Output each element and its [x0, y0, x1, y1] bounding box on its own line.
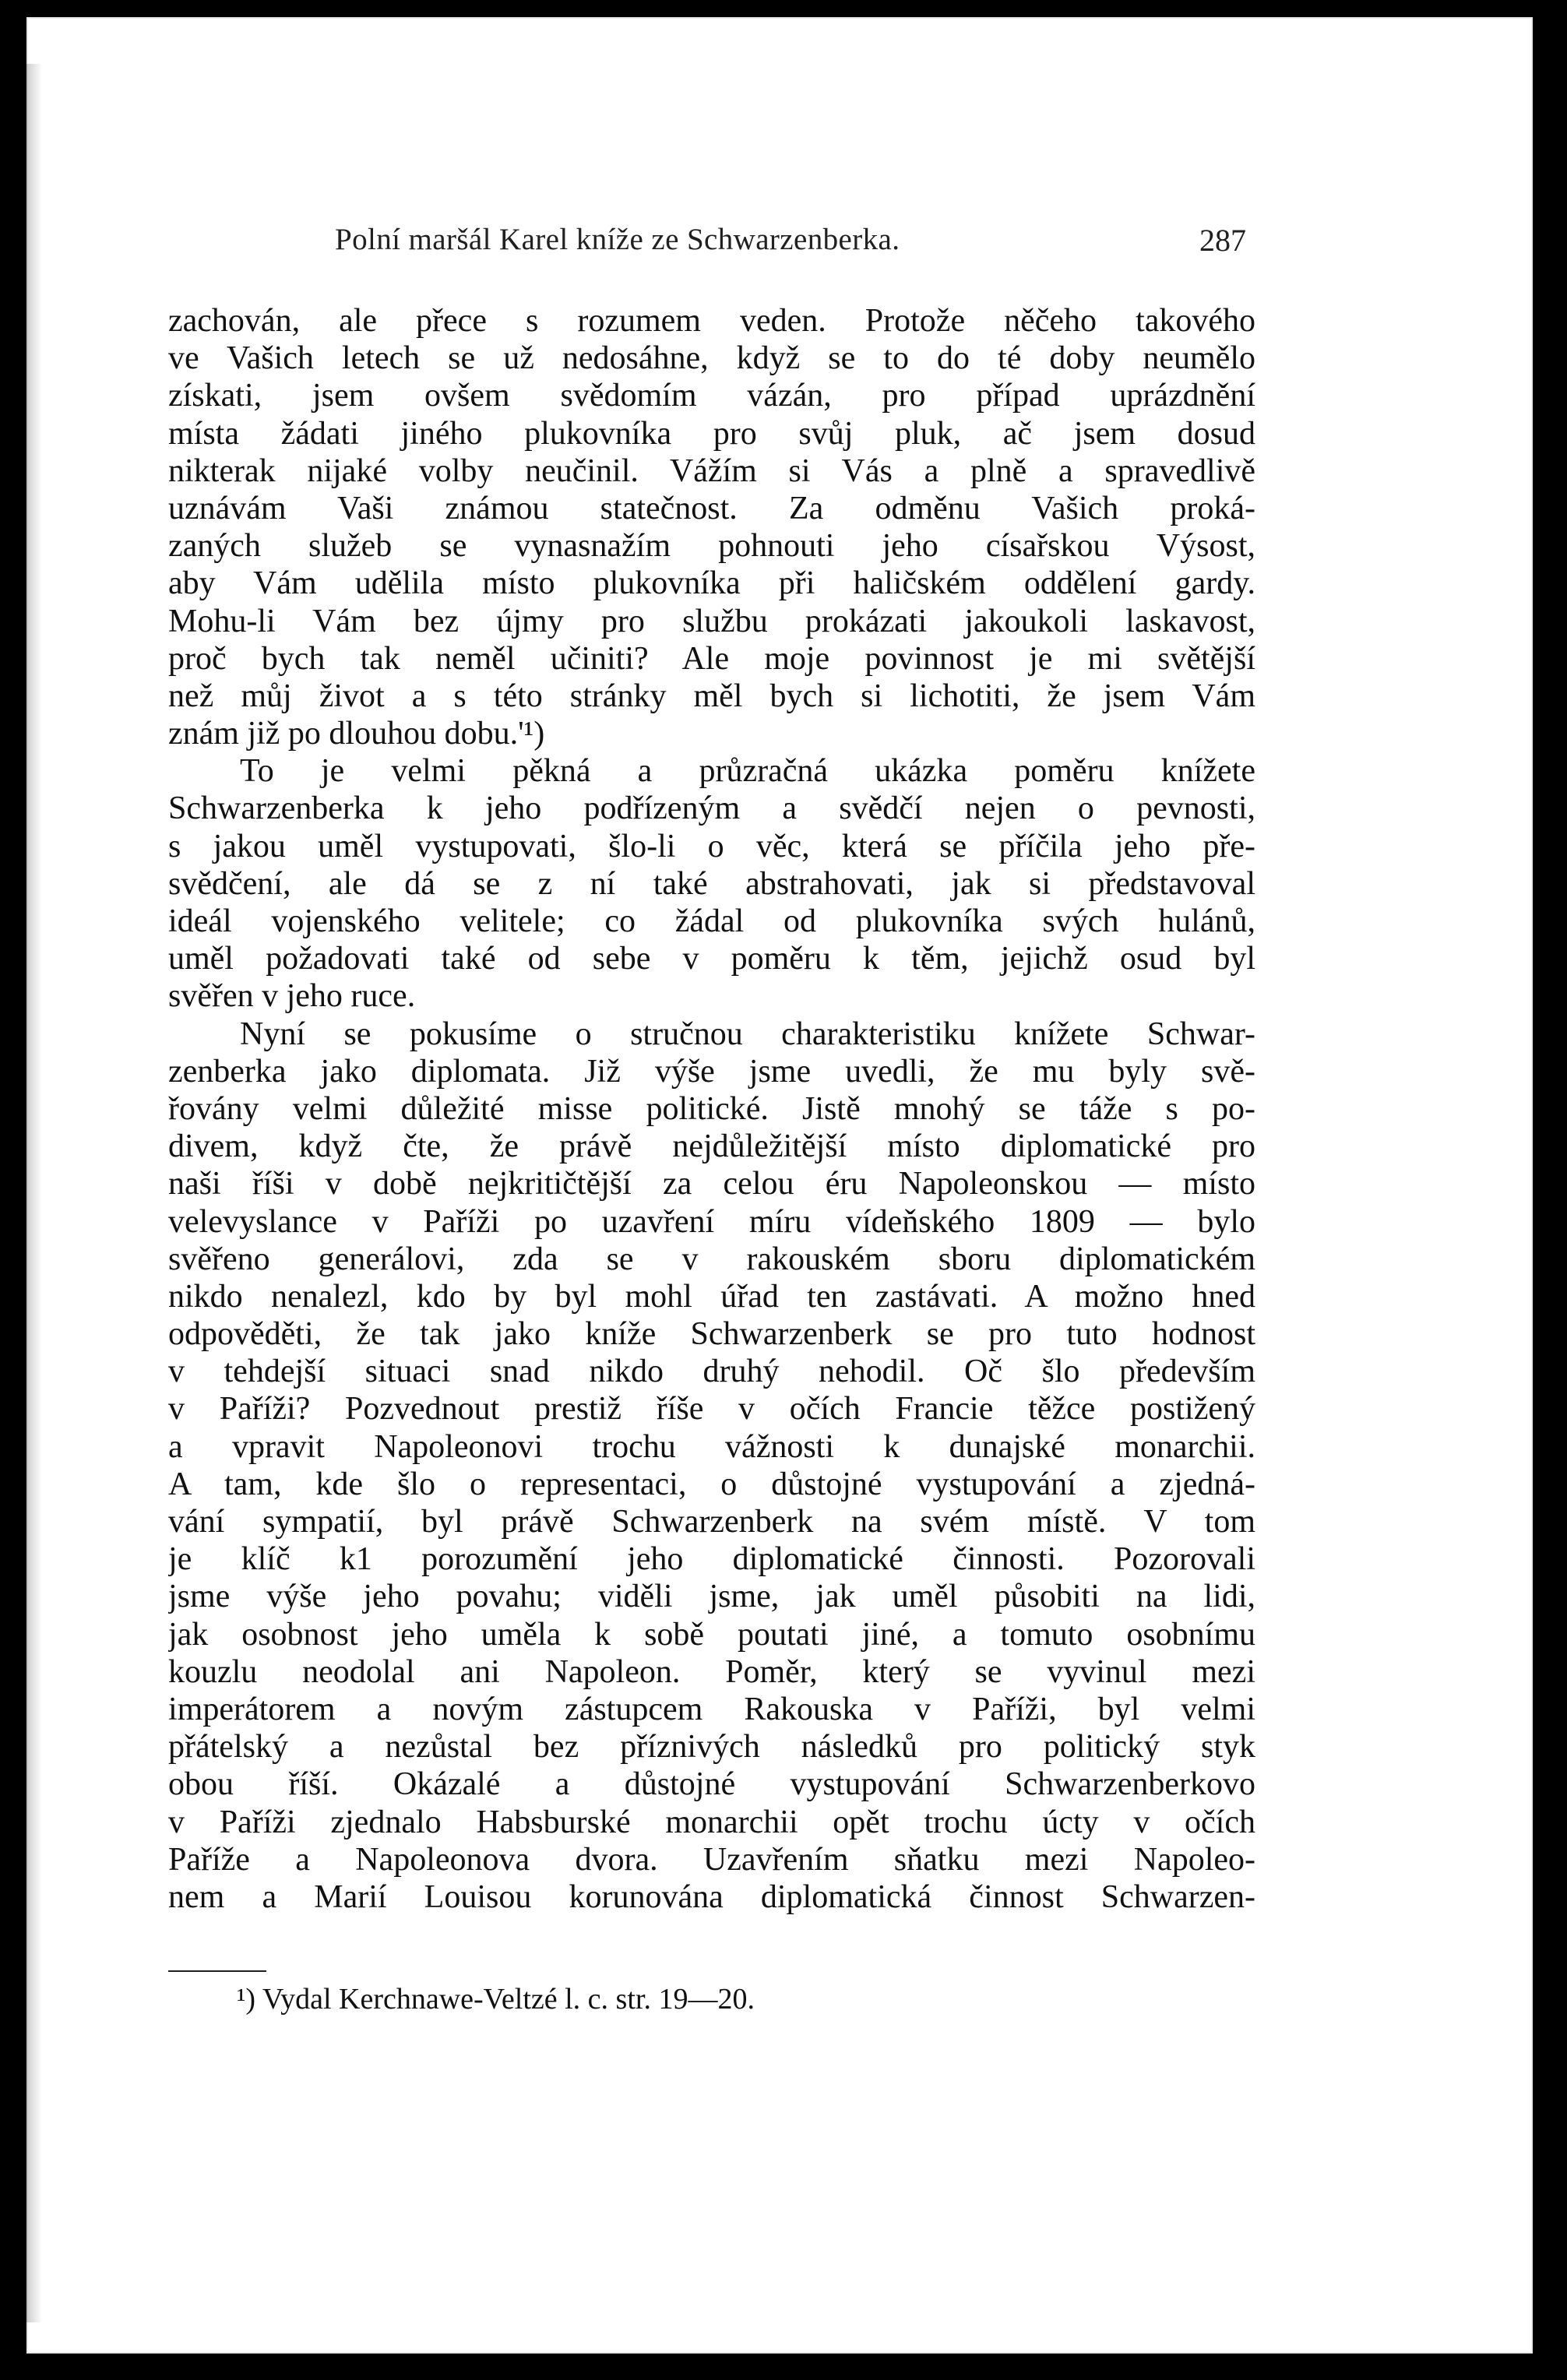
text-line: svědčení, ale dá se z ní také abstrahovati, jak si představoval — [168, 865, 1255, 902]
page-gutter-shadow — [26, 64, 42, 2322]
text-line: obou říší. Okázalé a důstojné vystupování Schwarzenberkovo — [168, 1766, 1255, 1803]
text-line: uznávám Vaši známou statečnost. Za odměnu Vašich proká- — [168, 490, 1255, 526]
text-line: proč bych tak neměl učiniti? Ale moje povinnost je mi světější — [168, 640, 1255, 677]
text-line: přátelský a nezůstal bez příznivých následků pro politický styk — [168, 1729, 1255, 1766]
text-line: svěřeno generálovi, zda se v rakouském sboru diplomatickém — [168, 1241, 1255, 1277]
text-line: svěřen v jeho ruce. — [168, 978, 416, 1015]
text-line: nikdo nenalezl, kdo by byl mohl úřad ten zastávati. A možno hned — [168, 1278, 1255, 1315]
text-line: zachován, ale přece s rozumem veden. Protože něčeho takového — [168, 303, 1255, 339]
text-line: divem, když čte, že právě nejdůležitější místo diplomatické pro — [168, 1128, 1255, 1165]
text-line: získati, jsem ovšem svědomím vázán, pro případ uprázdnění — [168, 378, 1255, 414]
text-line: řovány velmi důležité misse politické. Jistě mnohý se táže s po- — [168, 1090, 1255, 1127]
text-line: s jakou uměl vystupovati, šlo-li o věc, která se příčila jeho pře- — [168, 828, 1255, 864]
text-line: a vpravit Napoleonovi trochu vážnosti k dunajské monarchii. — [168, 1428, 1255, 1465]
text-line: zaných služeb se vynasnažím pohnouti jeho císařskou Výsost, — [168, 528, 1255, 565]
text-line: než můj život a s této stránky měl bych si lichotiti, že jsem Vám — [168, 678, 1255, 714]
text-line: vání sympatií, byl právě Schwarzenberk na svém místě. V tom — [168, 1504, 1255, 1540]
text-line: uměl požadovati také od sebe v poměru k těm, jejichž osud byl — [168, 941, 1255, 977]
text-line: jak osobnost jeho uměla k sobě poutati jiné, a tomuto osobnímu — [168, 1616, 1255, 1653]
text-line: jsme výše jeho povahu; viděli jsme, jak uměl působiti na lidi, — [168, 1579, 1255, 1615]
text-line: v Paříži? Pozvednout prestiž říše v očích Francie těžce postižený — [168, 1391, 1255, 1428]
page-number: 287 — [1199, 223, 1246, 258]
text-line: imperátorem a novým zástupcem Rakouska v Paříži, byl velmi — [168, 1691, 1255, 1727]
text-line: nikterak nijaké volby neučinil. Vážím si Vás a plně a spravedlivě — [168, 452, 1255, 489]
running-title: Polní maršál Karel kníže ze Schwarzenberka. — [335, 223, 900, 256]
text-line: aby Vám udělila místo plukovníka při haličském oddělení gardy. — [168, 565, 1255, 602]
paragraph-first-line: Nyní se pokusíme o stručnou charakteristiku knížete Schwar- — [240, 1016, 1255, 1052]
text-line: ve Vašich letech se už nedosáhne, když se to do té doby neumělo — [168, 340, 1255, 377]
page-header — [335, 222, 1246, 269]
text-line: v tehdejší situaci snad nikdo druhý nehodil. Oč šlo především — [168, 1354, 1255, 1390]
text-line: znám již po dlouhou dobu.'¹) — [168, 716, 545, 752]
text-line: ideál vojenského velitele; co žádal od plukovníka svých hulánů, — [168, 903, 1255, 939]
text-line: Schwarzenberka k jeho podřízeným a svědčí nejen o pevnosti, — [168, 790, 1255, 827]
text-line: odpověděti, že tak jako kníže Schwarzenberk se pro tuto hodnost — [168, 1316, 1255, 1353]
text-line: v Paříži zjednalo Habsburské monarchii opět trochu úcty v očích — [168, 1804, 1255, 1840]
text-line: místa žádati jiného plukovníka pro svůj pluk, ač jsem dosud — [168, 415, 1255, 452]
text-line: naši říši v době nejkritičtější za celou éru Napoleonskou — místo — [168, 1166, 1255, 1202]
paragraph-first-line: To je velmi pěkná a průzračná ukázka poměru knížete — [240, 753, 1255, 790]
text-line: kouzlu neodolal ani Napoleon. Poměr, který se vyvinul mezi — [168, 1653, 1255, 1690]
footnote-divider — [168, 1970, 266, 1972]
text-line: A tam, kde šlo o representaci, o důstojné vystupování a zjedná- — [168, 1466, 1255, 1502]
text-line: velevyslance v Paříži po uzavření míru vídeňského 1809 — bylo — [168, 1203, 1255, 1240]
text-line: Mohu-li Vám bez újmy pro službu prokázati jakoukoli laskavost, — [168, 603, 1255, 639]
text-line: nem a Marií Louisou korunována diplomatická činnost Schwarzen- — [168, 1878, 1255, 1915]
body-text — [168, 302, 1255, 1916]
footnote: ¹) Vydal Kerchnawe-Veltzé l. c. str. 19—20. — [237, 1983, 755, 2016]
text-line: Paříže a Napoleonova dvora. Uzavřením sňatku mezi Napoleo- — [168, 1841, 1255, 1878]
text-line: zenberka jako diplomata. Již výše jsme uvedli, že mu byly svě- — [168, 1053, 1255, 1090]
text-line: je klíč k1 porozumění jeho diplomatické činnosti. Pozorovali — [168, 1541, 1255, 1578]
